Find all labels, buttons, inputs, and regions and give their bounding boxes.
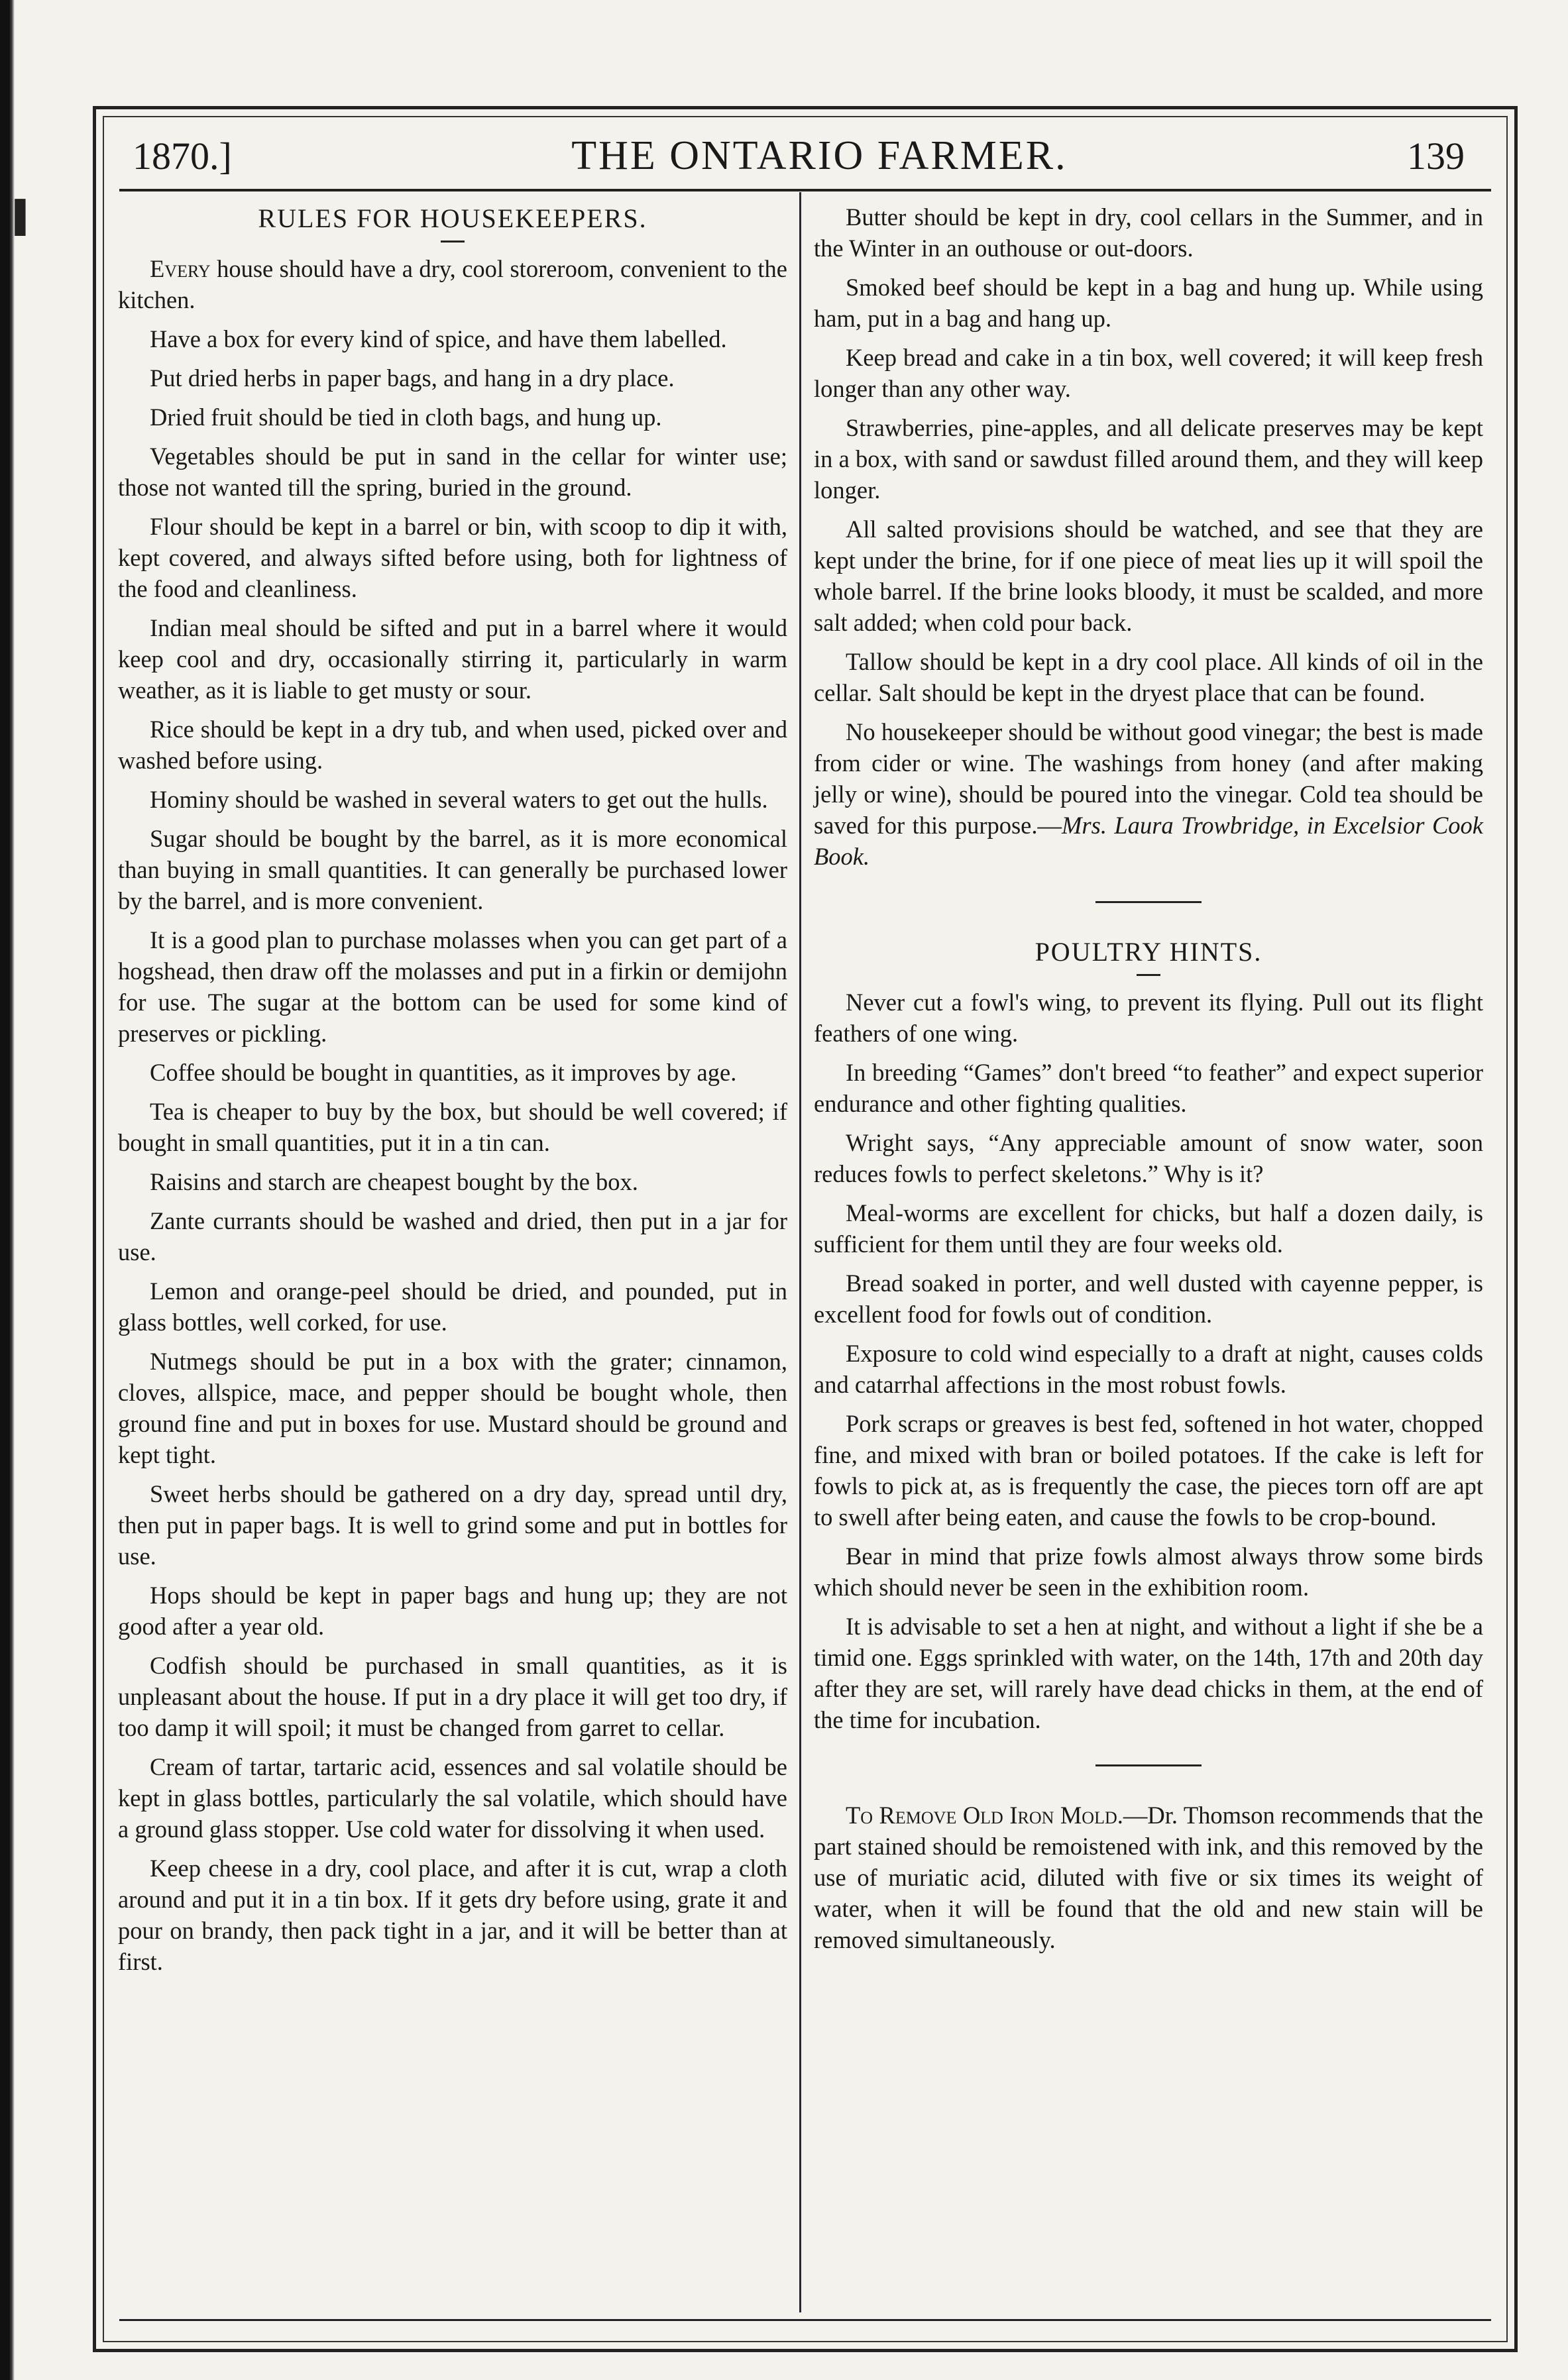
paragraph: Tallow should be kept in a dry cool place. All kinds of oil in the cellar. Salt should be kept in the dryest place that can be found. [814,648,1483,706]
section-separator [1095,901,1202,903]
column-divider [799,192,801,2312]
paragraph: Never cut a fowl's wing, to prevent its flying. Pull out its flight feathers of one wing. [814,989,1483,1047]
header-year: 1870.] [133,134,232,178]
page-number: 139 [1407,134,1465,178]
paragraph: Indian meal should be sifted and put in a barrel where it would keep cool and dry, occasionally stirring it, particularly in warm weather, as it is liable to get musty or sour. [118,614,787,704]
left-column [118,199,787,1985]
paragraph: Hops should be kept in paper bags and hung up; they are not good after a year old. [118,1582,787,1640]
paragraph [814,1800,1483,1955]
paragraph: Wright says, “Any appreciable amount of snow water, soon reduces fowls to perfect skeletons.” Why is it? [814,1129,1483,1187]
paragraph: Smoked beef should be kept in a bag and hung up. While using ham, put in a bag and hang up. [814,274,1483,332]
paragraph: Sugar should be bought by the barrel, as it is more economical than buying in small quantities. It can generally be purchased lower by the barrel, and is more convenient. [118,825,787,914]
paragraph: Vegetables should be put in sand in the cellar for winter use; those not wanted till the spring, buried in the ground. [118,443,787,501]
article-heading-housekeepers: RULES FOR HOUSEKEEPERS. [258,203,647,233]
paragraph: Keep cheese in a dry, cool place, and after it is cut, wrap a cloth around and put it in a tin box. If it gets dry before using, grate it and pour on brandy, then pack tight in a jar, and it will be better than at first. [118,1855,787,1975]
paragraph: In breeding “Games” don't breed “to feather” and expect superior endurance and other fighting qualities. [814,1059,1483,1117]
paragraph: Rice should be kept in a dry tub, and when used, picked over and washed before using. [118,716,787,774]
paragraph: It is advisable to set a hen at night, and without a light if she be a timid one. Eggs sprinkled with water, on the 14th, 17th and 20th day after they are set, will rarely have dead chicks in them, at the end of the time for incubation. [814,1613,1483,1733]
paragraph: All salted provisions should be watched, and see that they are kept under the brine, for if one piece of meat lies up it will spoil the whole barrel. If the brine looks bloody, it must be scalded, and more salt added; when cold pour back. [814,515,1483,636]
paragraph: Zante currants should be washed and dried, then put in a jar for use. [118,1207,787,1266]
paragraph: Tea is cheaper to buy by the box, but should be well covered; if bought in small quantities, put it in a tin can. [118,1098,787,1156]
right-column [814,199,1483,1963]
paragraph: Meal-worms are excellent for chicks, but half a dozen daily, is sufficient for them until they are four weeks old. [814,1199,1483,1258]
paragraph: Strawberries, pine-apples, and all delicate preserves may be kept in a box, with sand or sawdust filled around them, and they will keep longer. [814,414,1483,504]
page-header [133,126,1465,186]
paragraph-text: house should have a dry, cool storeroom, convenient to the kitchen. [118,255,787,313]
paragraph: Dried fruit should be tied in cloth bags, and hung up. [150,404,662,431]
paragraph [118,253,787,315]
paragraph: Raisins and starch are cheapest bought by the box. [150,1168,638,1195]
paragraph: It is a good plan to purchase molasses when you can get part of a hogshead, then draw off the molasses and put in a firkin or demijohn for use. The sugar at the bottom can be used for some kind of preserves or pickling. [118,926,787,1047]
heading-dash [1137,974,1160,976]
header-rule [119,189,1491,191]
paragraph: Flour should be kept in a barrel or bin, with scoop to dip it with, kept covered, and always sifted before using, both for lightness of the food and cleanliness. [118,513,787,602]
heading-dash [441,241,465,243]
paragraph: Put dried herbs in paper bags, and hang in a dry place. [150,364,675,392]
paragraph: Bread soaked in porter, and well dusted with cayenne pepper, is excellent food for fowls out of condition. [814,1270,1483,1328]
paragraph: Exposure to cold wind especially to a draft at night, causes colds and catarrhal affections in the most robust fowls. [814,1340,1483,1398]
paragraph: Keep bread and cake in a tin box, well covered; it will keep fresh longer than any other way. [814,344,1483,402]
paragraph: Bear in mind that prize fowls almost always throw some birds which should never be seen in the exhibition room. [814,1542,1483,1601]
paragraph-text: —Dr. Thomson recommends that the part stained should be remoistened with ink, and this removed by the use of muriatic acid, diluted with five or six times its weight of water, when it will be found that the old and new stain will be removed simultaneously. [814,1802,1483,1953]
item-title: To Remove Old Iron Mold. [846,1802,1123,1829]
paragraph: Coffee should be bought in quantities, as it improves by age. [150,1059,737,1086]
footer-rule [119,2319,1491,2321]
page-binding-edge [0,0,15,2380]
paragraph: Lemon and orange-peel should be dried, and pounded, put in glass bottles, well corked, for use. [118,1277,787,1336]
section-separator [1095,1764,1202,1766]
paragraph [814,716,1483,872]
paragraph: Hominy should be washed in several waters to get out the hulls. [150,786,768,813]
edge-mark-top: ▐ [4,199,26,233]
attribution: Mrs. Laura Trowbridge, in Excelsior Cook Book. [814,812,1483,870]
paragraph: Cream of tartar, tartaric acid, essences and sal volatile should be kept in glass bottles, particularly the sal volatile, which should have a ground glass stopper. Use cold water for dissolving it when used. [118,1753,787,1843]
paragraph: Butter should be kept in dry, cool cellars in the Summer, and in the Winter in an outhouse or out-doors. [814,203,1483,262]
paragraph-text: No housekeeper should be without good vinegar; the best is made from cider or wine. The washings from honey (and after making jelly or wine), should be poured into the vinegar. Cold tea should be saved for this purpose.— [814,718,1483,839]
drop-lead: Every [150,255,211,282]
paragraph: Have a box for every kind of spice, and have them labelled. [150,325,727,352]
paragraph: Pork scraps or greaves is best fed, softened in hot water, chopped fine, and mixed with bran or boiled potatoes. If the cake is left for fowls to pick at, as is frequently the case, the pieces torn off are apt to swell after being eaten, and cause the fowls to be crop-bound. [814,1410,1483,1531]
paragraph: Codfish should be purchased in small quantities, as it is unpleasant about the house. If put in a dry place it will get too dry, if too damp it will spoil; it must be changed from garret to cellar. [118,1652,787,1741]
paragraph: Nutmegs should be put in a box with the grater; cinnamon, cloves, allspice, mace, and pepper should be bought whole, then ground fine and put in boxes for use. Mustard should be ground and kept tight. [118,1348,787,1468]
paragraph: Sweet herbs should be gathered on a dry day, spread until dry, then put in paper bags. It is well to grind some and put in bottles for use. [118,1480,787,1570]
article-heading-poultry: POULTRY HINTS. [1035,937,1262,967]
header-title: THE ONTARIO FARMER. [571,133,1068,178]
